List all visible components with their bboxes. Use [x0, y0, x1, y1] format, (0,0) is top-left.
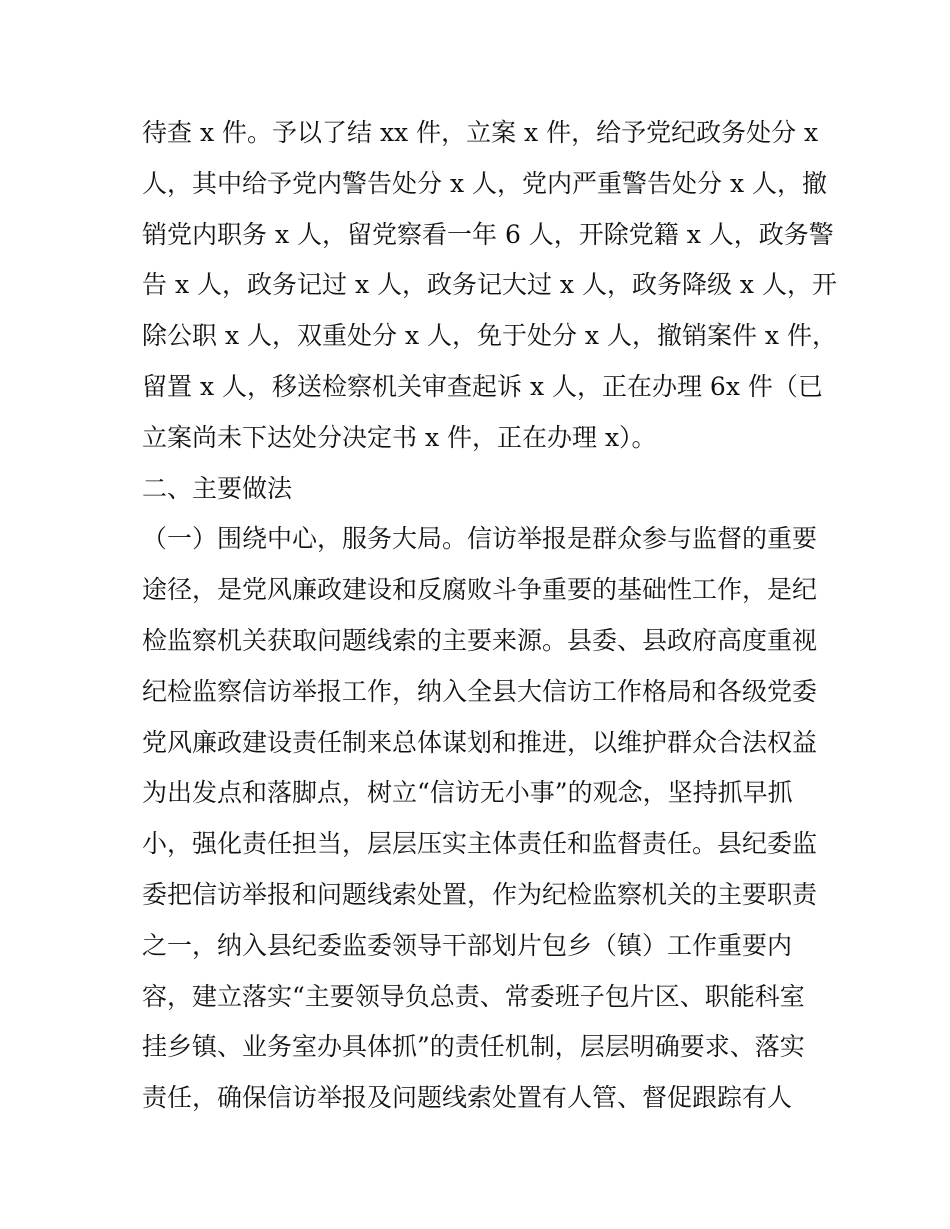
text-line-11: 检监察机关获取问题线索的主要来源。县委、县政府高度重视: [142, 625, 818, 655]
text-line-4: 告 x 人，政务记过 x 人，政务记大过 x 人，政务降级 x 人，开: [142, 270, 837, 300]
text-line-14: 为出发点和落脚点，树立“信访无小事”的观念，坚持抓早抓: [142, 778, 793, 808]
text-line-2: 人，其中给予党内警告处分 x 人，党内严重警告处分 x 人，撤: [142, 168, 827, 198]
text-line-18: 容，建立落实“主要领导负总责、常委班子包片区、职能科室: [142, 981, 805, 1011]
body-text: [142, 108, 837, 1124]
section-heading: 二、主要做法: [142, 473, 293, 503]
text-line-6: 留置 x 人，移送检察机关审查起诉 x 人，正在办理 6x 件（已: [142, 371, 823, 401]
text-line-7: 立案尚未下达处分决定书 x 件，正在办理 x）。: [142, 422, 657, 452]
text-line-1: 待查 x 件。予以了结 xx 件，立案 x 件，给予党纪政务处分 x: [142, 118, 819, 147]
text-line-10: 途径，是党风廉政建设和反腐败斗争重要的基础性工作，是纪: [142, 575, 818, 605]
text-line-19: 挂乡镇、业务室办具体抓”的责任机制，层层明确要求、落实: [142, 1032, 805, 1062]
text-line-16: 委把信访举报和问题线索处置，作为纪检监察机关的主要职责: [142, 879, 818, 909]
text-line-15: 小，强化责任担当，层层压实主体责任和监督责任。县纪委监: [142, 829, 818, 859]
text-line-5: 除公职 x 人，双重处分 x 人，免于处分 x 人，撤销案件 x 件，: [142, 321, 837, 351]
text-line-12: 纪检监察信访举报工作，纳入全县大信访工作格局和各级党委: [142, 676, 818, 706]
text-line-9: （一）围绕中心，服务大局。信访举报是群众参与监督的重要: [142, 524, 818, 554]
text-line-17: 之一，纳入县纪委监委领导干部划片包乡（镇）工作重要内: [142, 930, 793, 960]
text-line-3: 销党内职务 x 人，留党察看一年 6 人，开除党籍 x 人，政务警: [142, 219, 834, 249]
text-line-13: 党风廉政建设责任制来总体谋划和推进，以维护群众合法权益: [142, 727, 818, 757]
text-line-20: 责任，确保信访举报及问题线索处置有人管、督促跟踪有人: [142, 1083, 793, 1113]
